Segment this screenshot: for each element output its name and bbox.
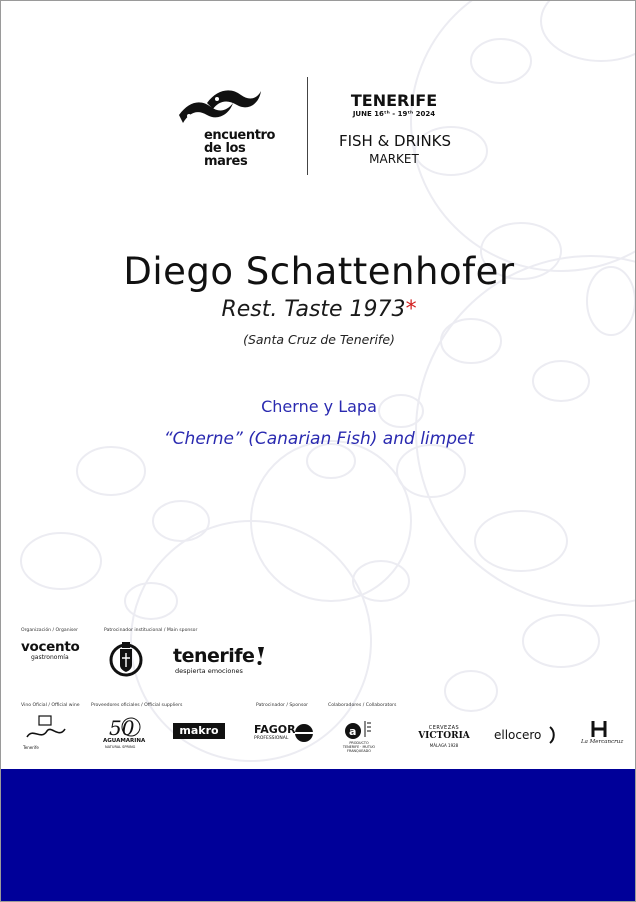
brand-wordmark xyxy=(204,129,294,168)
header-divider xyxy=(307,77,308,175)
event-subtitle: MARKET xyxy=(369,152,419,166)
fagor-circle-icon xyxy=(293,722,315,744)
mercancruz-h-logo-icon xyxy=(589,719,609,739)
restaurant-name-line xyxy=(41,297,597,322)
restaurant-location: (Santa Cruz de Tenerife) xyxy=(243,332,395,347)
villa-winery-sub: Tenerife xyxy=(23,745,39,750)
cervezas-label: CERVEZAS xyxy=(428,725,460,731)
ahebra-logo-icon xyxy=(343,717,373,741)
dish-name-english: “Cherne” (Canarian Fish) and limpet xyxy=(163,429,475,449)
sponsor-label-sponsor: Patrocinador / Sponsor xyxy=(256,703,309,708)
brand-line-2: de los xyxy=(204,141,246,156)
victoria-logo-sub: MÁLAGA 1928 xyxy=(429,743,459,748)
event-city: TENERIFE xyxy=(350,91,438,110)
brand-fish-logo-icon xyxy=(177,85,263,131)
footer-color-band xyxy=(1,769,635,901)
ahebra-logo-sub: PRODUCTO TENERIFE · MUTUO FRANQUEADO xyxy=(342,741,376,753)
tenerife-exclamation-icon xyxy=(255,646,265,666)
restaurant-name: Rest. Taste 1973 xyxy=(221,297,406,322)
event-title: FISH & DRINKS xyxy=(338,132,452,150)
cabildo-crest-icon xyxy=(109,639,143,681)
fagor-logo: FAGOR xyxy=(254,723,296,736)
brand-line-3: mares xyxy=(204,154,248,169)
restaurant-star-mark: * xyxy=(405,297,417,322)
aguamarina-logo: AGUAMARINA xyxy=(103,738,146,744)
ellocero-bracket-icon xyxy=(548,725,556,745)
vocento-logo-sub: gastronomía xyxy=(31,654,69,661)
tenerife-logo: tenerife xyxy=(173,645,255,667)
event-dates: JUNE 16ᵗʰ - 19ᵗʰ 2024 xyxy=(352,110,436,118)
vocento-logo: vocento xyxy=(21,639,80,655)
mercancruz-logo: La Mercancruz xyxy=(581,739,624,745)
dish-name-spanish: Cherne y Lapa xyxy=(261,397,377,416)
sponsor-label-organizer: Organización / Organiser xyxy=(21,628,79,633)
brand-line-1: encuentro xyxy=(204,128,276,143)
sponsor-label-suppliers: Proveedores oficiales / Official suppliers xyxy=(91,703,183,708)
villa-winery-logo-icon xyxy=(21,715,69,745)
tenerife-logo-sub: despierta emociones xyxy=(175,667,243,675)
sponsor-label-wine: Vino Oficial / Official wine xyxy=(21,703,80,708)
sponsor-label-collab: Colaboradores / Collaborators xyxy=(328,703,397,708)
svg-text:50: 50 xyxy=(109,716,135,739)
ellocero-logo: ellocero xyxy=(494,728,542,742)
svg-text:a: a xyxy=(349,725,357,738)
fagor-logo-sub: PROFESSIONAL xyxy=(254,736,289,741)
chef-name: Diego Schattenhofer xyxy=(123,250,515,293)
aguamarina-50-logo-icon xyxy=(105,715,145,739)
sponsor-label-institutional: Patrocinador institucional / Main sponsor xyxy=(104,628,198,633)
victoria-logo: VICTORIA xyxy=(418,731,470,741)
makro-logo: makro xyxy=(173,723,225,739)
background-pattern xyxy=(1,1,635,769)
aguamarina-logo-sub: NATURAL SPRING xyxy=(105,745,136,749)
